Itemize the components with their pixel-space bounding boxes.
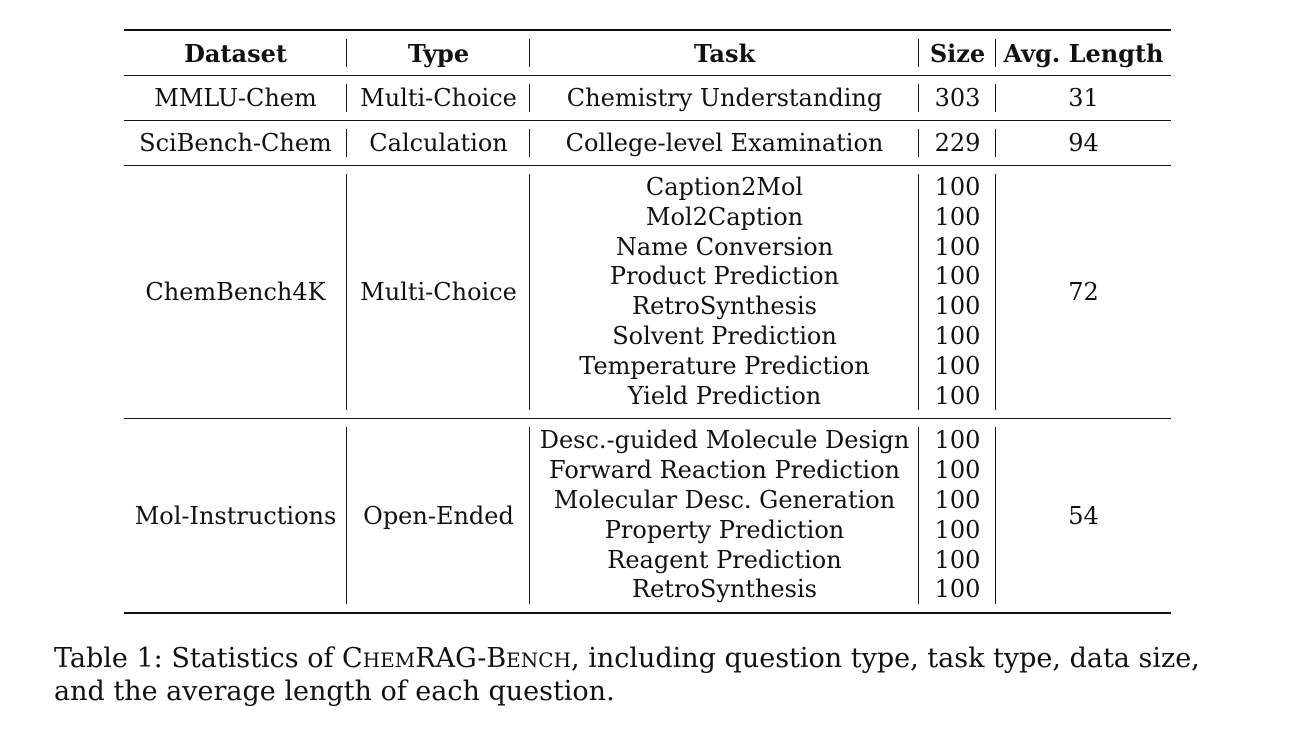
size-item: 100	[934, 351, 981, 380]
table-caption	[54, 643, 1254, 708]
task-item: Yield Prediction	[627, 381, 822, 410]
size-cell: 229	[919, 121, 996, 166]
table-row	[124, 419, 1171, 613]
benchmark-name: CHEMRAG-BENCH	[342, 643, 572, 674]
task-cell: Chemistry Understanding	[530, 76, 919, 121]
size-list-cell	[919, 419, 996, 613]
size-item: 100	[934, 262, 981, 291]
dataset-cell: MMLU-Chem	[124, 76, 347, 121]
task-item: Name Conversion	[615, 232, 834, 261]
type-cell: Multi-Choice	[347, 166, 530, 419]
dataset-cell: ChemBench4K	[124, 166, 347, 419]
size-list-cell	[919, 166, 996, 419]
size-item: 100	[934, 545, 981, 574]
task-item: Mol2Caption	[645, 202, 804, 231]
size-item: 100	[934, 456, 981, 485]
task-cell: College-level Examination	[530, 121, 919, 166]
dataset-cell: Mol-Instructions	[124, 419, 347, 613]
table-row	[124, 166, 1171, 419]
type-cell: Calculation	[347, 121, 530, 166]
table-row	[124, 121, 1171, 166]
size-item: 100	[934, 485, 981, 514]
task-item: Forward Reaction Prediction	[549, 456, 900, 485]
avg-length-cell: 54	[1068, 501, 1099, 530]
task-item: Molecular Desc. Generation	[553, 485, 896, 514]
task-list-cell	[530, 419, 919, 613]
size-item: 100	[934, 515, 981, 544]
task-item: Caption2Mol	[645, 173, 804, 201]
statistics-table	[124, 29, 1171, 614]
statistics-table-container	[124, 29, 1171, 614]
header-avg-length: Avg. Length	[1003, 38, 1164, 68]
task-item: Property Prediction	[604, 515, 845, 544]
header-row	[124, 30, 1171, 76]
task-item: RetroSynthesis	[632, 292, 817, 321]
header-task: Task	[530, 30, 919, 76]
size-cell: 303	[919, 76, 996, 121]
task-item: RetroSynthesis	[632, 575, 817, 604]
task-item: Temperature Prediction	[579, 351, 870, 380]
size-item: 100	[934, 202, 981, 231]
size-item: 100	[934, 173, 981, 201]
task-item: Solvent Prediction	[612, 321, 837, 350]
caption-post: , including question type, task type, data size, and the average length of each question.	[54, 643, 1200, 707]
avg-length-cell: 31	[1068, 84, 1099, 112]
task-item: Desc.-guided Molecule Design	[539, 426, 910, 455]
size-item: 100	[934, 321, 981, 350]
caption-label: Table 1:	[54, 643, 163, 674]
task-list-cell	[530, 166, 919, 419]
size-item: 100	[934, 426, 981, 455]
caption-pre: Statistics of	[171, 643, 334, 674]
table-row	[124, 76, 1171, 121]
dataset-cell: SciBench-Chem	[124, 121, 347, 166]
task-item: Product Prediction	[609, 262, 840, 291]
header-size: Size	[919, 30, 996, 76]
size-item: 100	[934, 232, 981, 261]
header-dataset: Dataset	[124, 30, 347, 76]
size-item: 100	[934, 381, 981, 410]
size-item: 100	[934, 575, 981, 604]
type-cell: Open-Ended	[347, 419, 530, 613]
avg-length-cell: 94	[1068, 129, 1099, 157]
avg-length-cell: 72	[1068, 278, 1099, 307]
type-cell: Multi-Choice	[347, 76, 530, 121]
header-type: Type	[347, 30, 530, 76]
size-item: 100	[934, 292, 981, 321]
task-item: Reagent Prediction	[607, 545, 842, 574]
